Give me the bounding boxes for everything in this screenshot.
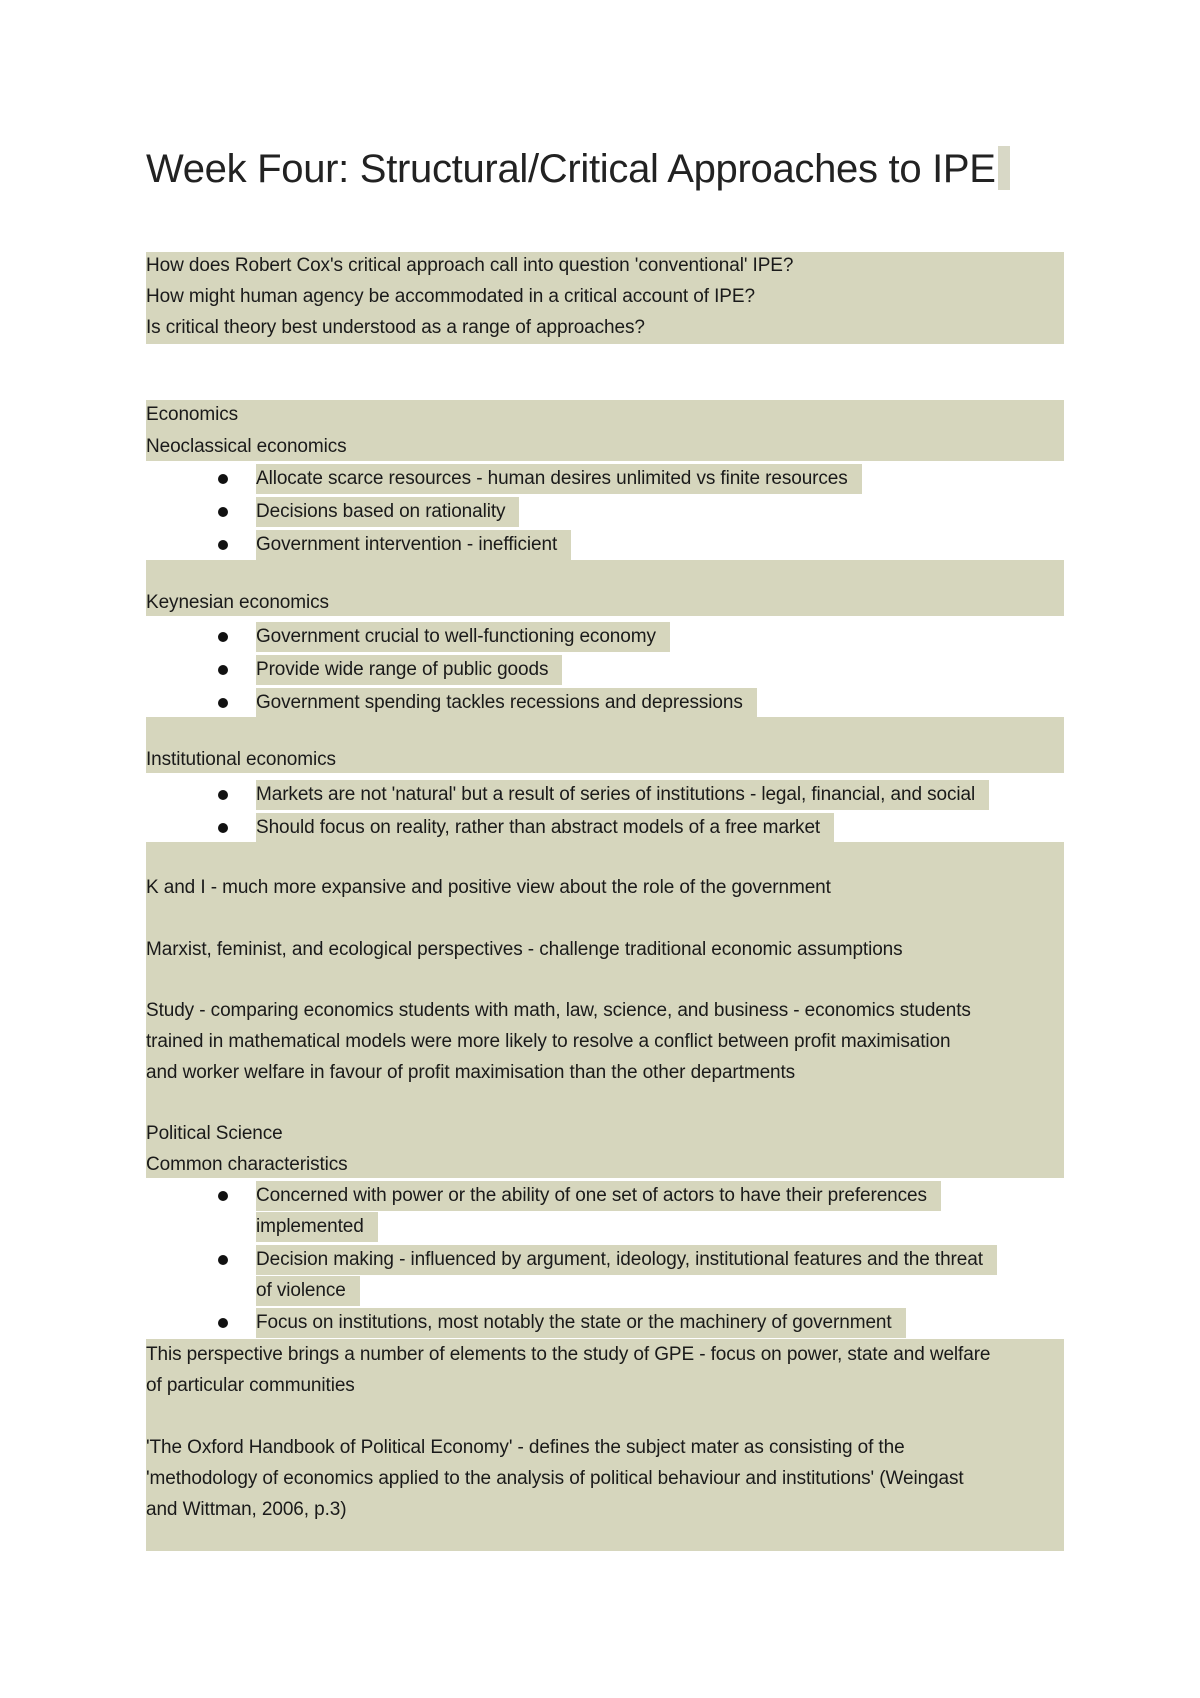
institutional-bullet-2: Should focus on reality, rather than abstract models of a free market (256, 813, 834, 843)
neoclassical-bullet-1: Allocate scarce resources - human desires unlimited vs finite resources (256, 464, 862, 494)
question-1: How does Robert Cox's critical approach call into question 'conventional' IPE? (146, 255, 794, 276)
page-title-text: Week Four: Structural/Critical Approaches to IPE (146, 147, 996, 191)
polsci-bullet-1-line-2: implemented (256, 1212, 378, 1242)
neoclassical-bullet-2: Decisions based on rationality (256, 497, 519, 527)
perspective-line-1: This perspective brings a number of elements to the study of GPE - focus on power, state and welfare (146, 1344, 991, 1365)
institutional-bullet-1: Markets are not 'natural' but a result of series of institutions - legal, financial, and social (256, 780, 989, 810)
bullet-icon (218, 632, 228, 642)
bullet-icon (218, 698, 228, 708)
bullet-icon (218, 507, 228, 517)
text-cursor-highlight (998, 146, 1010, 190)
perspectives-note: Marxist, feminist, and ecological perspectives - challenge traditional economic assumptions (146, 939, 903, 960)
polsci-bullet-1-line-1: Concerned with power or the ability of one set of actors to have their preferences (256, 1181, 941, 1211)
question-2: How might human agency be accommodated in a critical account of IPE? (146, 286, 755, 307)
oxford-line-1: 'The Oxford Handbook of Political Economy' - defines the subject mater as consisting of the (146, 1437, 905, 1458)
keynesian-bullet-3: Government spending tackles recessions and depressions (256, 688, 757, 718)
perspective-line-2: of particular communities (146, 1375, 355, 1396)
question-3: Is critical theory best understood as a range of approaches? (146, 317, 645, 338)
page-title (146, 144, 1010, 194)
oxford-line-3: and Wittman, 2006, p.3) (146, 1499, 347, 1520)
bullet-icon (218, 1191, 228, 1201)
common-characteristics-heading: Common characteristics (146, 1154, 348, 1175)
bullet-icon (218, 823, 228, 833)
neoclassical-heading: Neoclassical economics (146, 436, 347, 457)
polsci-bullet-3: Focus on institutions, most notably the state or the machinery of government (256, 1308, 906, 1338)
bullet-icon (218, 474, 228, 484)
bullet-icon (218, 790, 228, 800)
oxford-line-2: 'methodology of economics applied to the analysis of political behaviour and institutions' (Weingast (146, 1468, 964, 1489)
polsci-bullet-2-line-2: of violence (256, 1276, 360, 1306)
institutional-heading: Institutional economics (146, 749, 336, 770)
k-and-i-note: K and I - much more expansive and positive view about the role of the government (146, 877, 831, 898)
study-line-2: trained in mathematical models were more likely to resolve a conflict between profit maximisation (146, 1031, 951, 1052)
political-science-heading: Political Science (146, 1123, 283, 1144)
neoclassical-bullet-3: Government intervention - inefficient (256, 530, 571, 560)
study-line-3: and worker welfare in favour of profit maximisation than the other departments (146, 1062, 796, 1083)
bullet-icon (218, 540, 228, 550)
bullet-icon (218, 1318, 228, 1328)
study-line-1: Study - comparing economics students with math, law, science, and business - economics students (146, 1000, 971, 1021)
bullet-icon (218, 665, 228, 675)
keynesian-bullet-1: Government crucial to well-functioning economy (256, 622, 670, 652)
bullet-icon (218, 1255, 228, 1265)
keynesian-bullet-2: Provide wide range of public goods (256, 655, 562, 685)
economics-heading: Economics (146, 404, 239, 425)
keynesian-heading: Keynesian economics (146, 592, 329, 613)
polsci-bullet-2-line-1: Decision making - influenced by argument, ideology, institutional features and the threat (256, 1245, 997, 1275)
